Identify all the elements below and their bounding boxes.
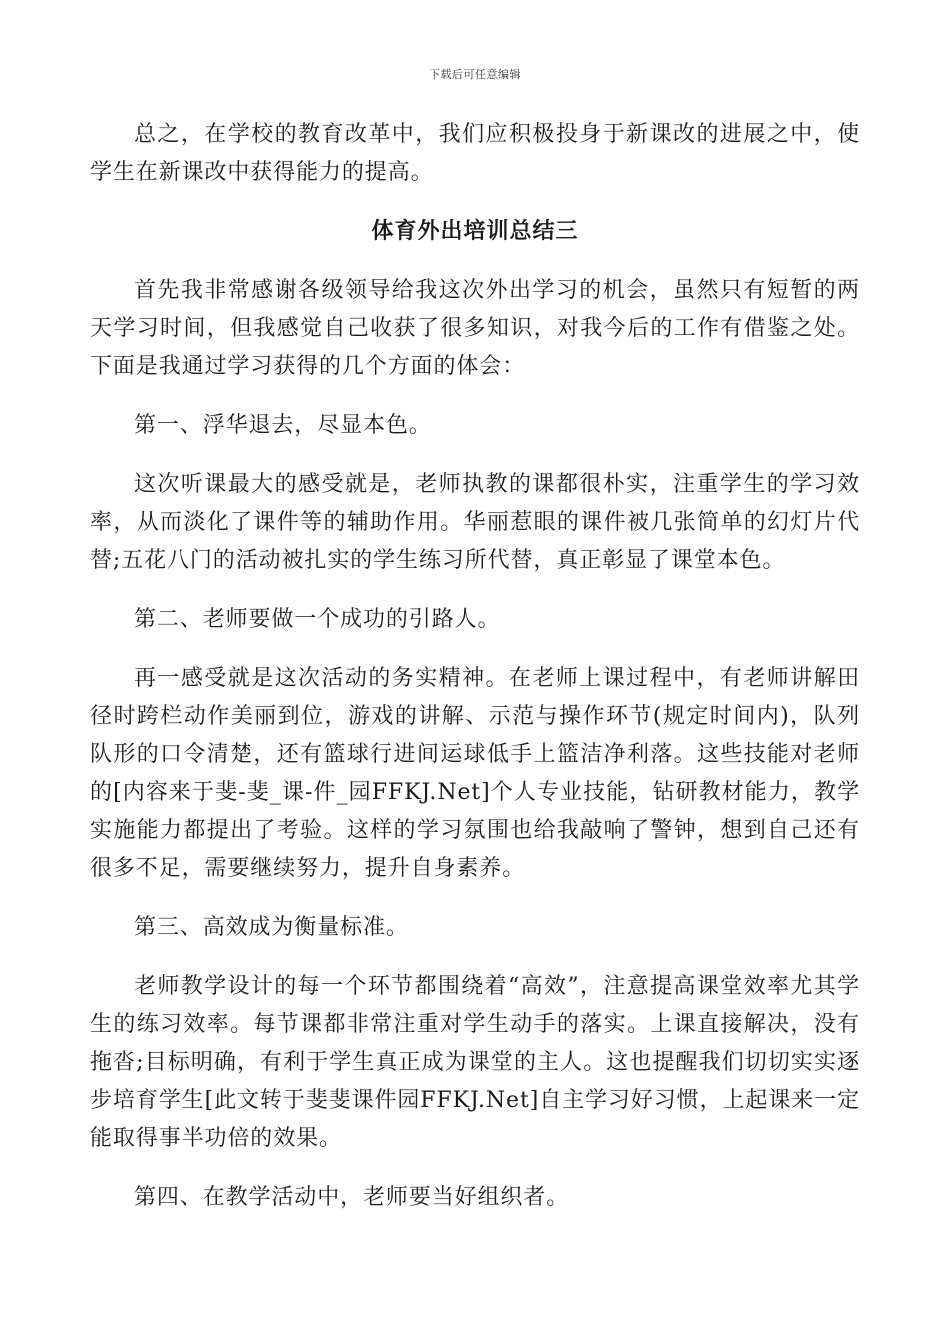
spacer bbox=[90, 888, 860, 909]
paragraph-4: 老师教学设计的每一个环节都围绕着“高效”，注意提高课堂效率尤其学生的练习效率。每节课都非常注重对学生动手的落实。上课直接解决，没有拖沓;目标明确，有利于学生真正成为课堂的主人。这也提醒我们切切实实逐步培育学生[此文转于斐斐课件园FFKJ.Net]自主学习好习惯，上起课来一定能取得事半功倍的效果。 bbox=[90, 974, 860, 1151]
paragraph-3: 再一感受就是这次活动的务实精神。在老师上课过程中，有老师讲解田径时跨栏动作美丽到位，游戏的讲解、示范与操作环节(规定时间内)，队列队形的口令清楚，还有篮球行进间运球低手上篮洁净利落。这些技能对老师的[内容来于斐-斐_课-件_园FFKJ.Net]个人专业技能，钻研教材能力，教学实施能力都提出了考验。这样的学习氛围也给我敲响了警钟，想到自己还有很多不足，需要继续努力，提升自身素养。 bbox=[90, 666, 860, 881]
point-heading-3: 第三、高效成为衡量标准。 bbox=[134, 915, 409, 940]
point-heading-2: 第二、老师要做一个成功的引路人。 bbox=[134, 607, 501, 632]
spacer bbox=[90, 386, 860, 407]
spacer bbox=[90, 445, 860, 466]
spacer bbox=[90, 639, 860, 660]
point-heading-1: 第一、浮华退去，尽显本色。 bbox=[134, 413, 432, 438]
spacer bbox=[90, 192, 860, 213]
section-title: 体育外出培训总结三 bbox=[371, 219, 579, 244]
point-heading-4: 第四、在教学活动中，老师要当好组织者。 bbox=[134, 1185, 570, 1210]
document-body bbox=[90, 116, 860, 1217]
spacer bbox=[90, 947, 860, 968]
paragraph-1: 首先我非常感谢各级领导给我这次外出学习的机会，虽然只有短暂的两天学习时间，但我感觉自己收获了很多知识，对我今后的工作有借鉴之处。下面是我通过学习获得的几个方面的体会： bbox=[90, 278, 860, 379]
header-note: 下载后可任意编辑 bbox=[429, 68, 521, 81]
intro-paragraph: 总之，在学校的教育改革中，我们应积极投身于新课改的进展之中，使学生在新课改中获得能力的提高。 bbox=[90, 122, 860, 185]
paragraph-2: 这次听课最大的感受就是，老师执教的课都很朴实，注重学生的学习效率，从而淡化了课件等的辅助作用。华丽惹眼的课件被几张简单的幻灯片代替;五花八门的活动被扎实的学生练习所代替，真正彰显了课堂本色。 bbox=[90, 472, 860, 573]
spacer bbox=[90, 580, 860, 601]
spacer bbox=[90, 251, 860, 272]
spacer bbox=[90, 1158, 860, 1179]
